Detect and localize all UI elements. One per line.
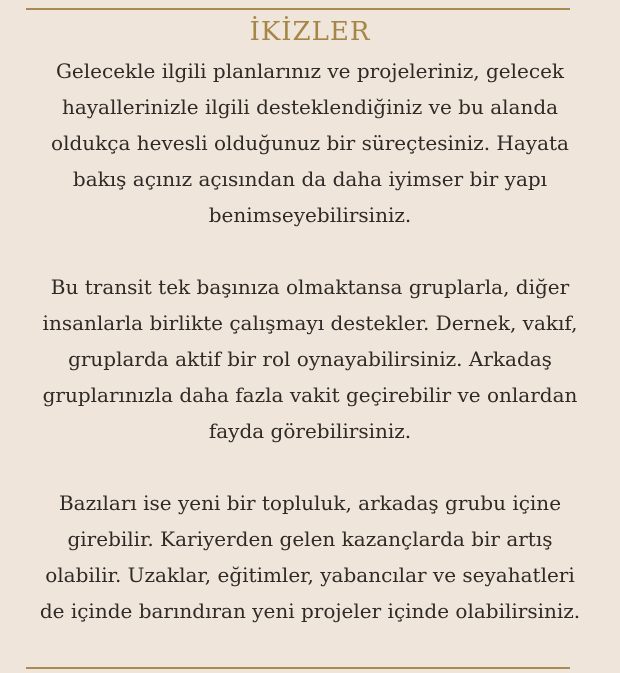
text-line: gruplarınızla daha fazla vakit geçirebilir ve onlardan — [42, 383, 578, 407]
text-line: girebilir. Kariyerden gelen kazançlarda bir artış — [67, 527, 553, 551]
paragraph-3 — [6, 485, 614, 629]
text-line: benimseyebilirsiniz. — [208, 203, 412, 227]
bottom-divider — [26, 667, 570, 669]
text-line: oldukça hevesli olduğunuz bir süreçtesiniz. Hayata — [51, 131, 569, 155]
text-line: fayda görebilirsiniz. — [208, 419, 412, 443]
text-line: gruplarda aktif bir rol oynayabilirsiniz. Arkadaş — [68, 347, 552, 371]
top-divider — [26, 8, 570, 10]
text-line: Bazıları ise yeni bir topluluk, arkadaş grubu içine — [58, 491, 562, 515]
horoscope-text — [6, 53, 614, 629]
paragraph-2 — [6, 269, 614, 449]
text-line: olabilir. Uzaklar, eğitimler, yabancılar ve seyahatleri — [45, 563, 575, 587]
paragraph-1 — [6, 53, 614, 233]
text-line: de içinde barındıran yeni projeler içinde olabilirsiniz. — [39, 599, 581, 623]
page-title: İKİZLER — [249, 17, 371, 47]
text-line: hayallerinizle ilgili desteklendiğiniz ve bu alanda — [61, 95, 559, 119]
text-line: Gelecekle ilgili planlarınız ve projeleriniz, gelecek — [55, 59, 565, 83]
text-line: insanlarla birlikte çalışmayı destekler. Dernek, vakıf, — [42, 311, 578, 335]
text-line: Bu transit tek başınıza olmaktansa gruplarla, diğer — [50, 275, 570, 299]
text-line: bakış açınız açısından da daha iyimser bir yapı — [72, 167, 548, 191]
